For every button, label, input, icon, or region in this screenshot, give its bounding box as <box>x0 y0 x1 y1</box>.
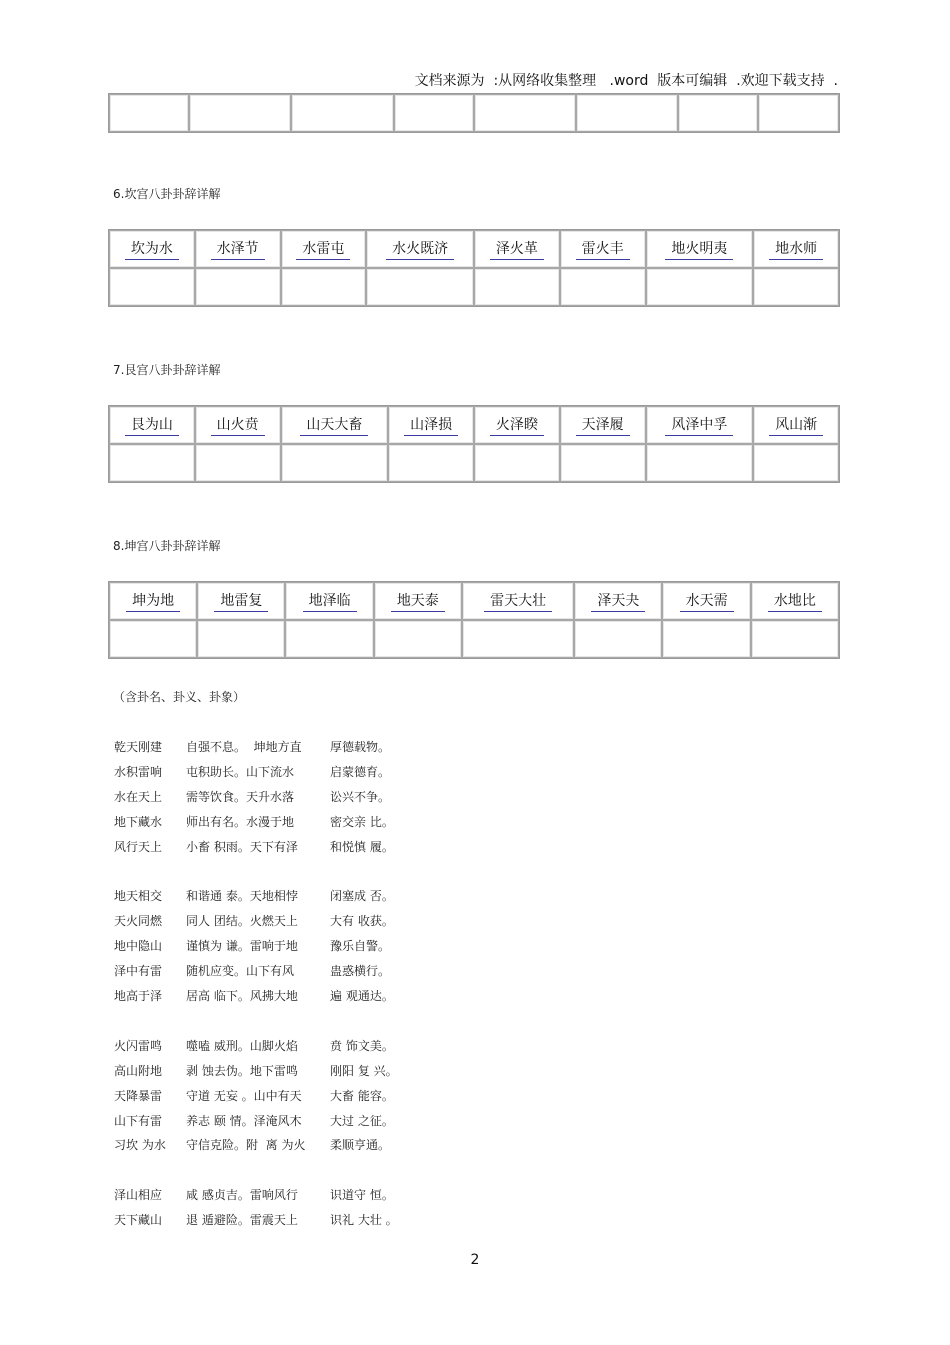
gua-cell <box>560 230 646 268</box>
gua-cell <box>109 582 197 620</box>
gua-cell <box>474 230 560 268</box>
table-cell <box>751 620 839 658</box>
gua-link[interactable]: 艮为山 <box>125 416 179 436</box>
table-cell <box>646 444 754 482</box>
verse-text: 屯积助长。山下流水 <box>186 765 295 779</box>
gua-link[interactable]: 风泽中孚 <box>665 416 733 436</box>
verse-text: 居高 临下。风拂大地 <box>186 989 298 1003</box>
table-cell <box>195 444 281 482</box>
table-cell <box>366 268 474 306</box>
verse-text: 随机应变。山下有风 <box>186 964 295 978</box>
table-cell <box>753 268 839 306</box>
table-cell <box>109 620 197 658</box>
gua-link[interactable]: 水泽节 <box>211 240 265 260</box>
table-cell <box>474 94 576 132</box>
section-title-gen: 7.艮宫八卦卦辞详解 <box>113 363 221 377</box>
verse-text: 密交亲 比。 <box>330 815 394 829</box>
table-cell <box>285 620 373 658</box>
gua-link[interactable]: 火泽睽 <box>490 416 544 436</box>
verse-text: 识礼 大壮 。 <box>330 1213 398 1227</box>
table-cell <box>281 268 367 306</box>
verse-text: 谨慎为 谦。雷响于地 <box>186 939 298 953</box>
gua-cell <box>281 406 389 444</box>
verse-text: 和谐通 泰。天地相悖 <box>186 889 298 903</box>
gua-link[interactable]: 地泽临 <box>303 592 357 612</box>
gua-link[interactable]: 水火既济 <box>386 240 454 260</box>
kan-palace-table <box>108 229 840 307</box>
verse-text: 天下藏山 <box>114 1213 163 1227</box>
table-cell <box>281 444 389 482</box>
gua-link[interactable]: 雷天大壮 <box>484 592 552 612</box>
table-cell <box>291 94 393 132</box>
verse-text: 蛊惑横行。 <box>330 964 391 978</box>
section-title-kan: 6.坎宫八卦卦辞详解 <box>113 187 221 201</box>
verse-text: 退 遁避险。雷震天上 <box>186 1213 298 1227</box>
gua-cell <box>285 582 373 620</box>
verse-text: 遍 观通达。 <box>330 989 394 1003</box>
gua-link[interactable]: 水地比 <box>768 592 822 612</box>
table-cell <box>109 268 195 306</box>
verse-text: 剥 蚀去伪。地下雷鸣 <box>186 1064 298 1078</box>
gua-cell <box>753 406 839 444</box>
verse-text: 同人 团结。火燃天上 <box>186 914 298 928</box>
page-header-note: 文档来源为 :从网络收集整理 .word 版本可编辑 .欢迎下载支持 . <box>414 73 838 89</box>
table-cell <box>758 94 839 132</box>
verse-text: 厚德载物。 <box>330 740 391 754</box>
verse-text: 养志 颐 情。泽淹风木 <box>186 1114 302 1128</box>
verse-text: 乾天刚建 <box>114 740 163 754</box>
table-cell <box>474 268 560 306</box>
gua-link[interactable]: 山火贲 <box>211 416 265 436</box>
gua-link[interactable]: 水天需 <box>680 592 734 612</box>
verse-text: 柔顺亨通。 <box>330 1138 391 1152</box>
table-cell <box>462 620 574 658</box>
verse-text: 自强不息。 坤地方直 <box>186 740 302 754</box>
table-cell <box>678 94 758 132</box>
verse-text: 大畜 能容。 <box>330 1089 394 1103</box>
gua-link[interactable]: 坎为水 <box>125 240 179 260</box>
gua-cell <box>388 406 474 444</box>
kun-palace-table <box>108 581 840 659</box>
table-cell <box>574 620 662 658</box>
gua-cell <box>197 582 285 620</box>
table-cell <box>197 620 285 658</box>
gua-cell <box>281 230 367 268</box>
verse-text: 地下藏水 <box>114 815 163 829</box>
gua-link[interactable]: 泽天夬 <box>591 592 645 612</box>
table-cell <box>394 94 474 132</box>
verse-text: 大过 之征。 <box>330 1114 394 1128</box>
verse-text: 识道守 恒。 <box>330 1188 394 1202</box>
gua-link[interactable]: 泽火革 <box>490 240 544 260</box>
table-cell <box>560 444 646 482</box>
gua-link[interactable]: 地火明夷 <box>665 240 733 260</box>
table-cell <box>109 94 189 132</box>
verse-text: 师出有名。水漫于地 <box>186 815 295 829</box>
verse-text: 风行天上 <box>114 840 163 854</box>
verse-text: 地天相交 <box>114 889 163 903</box>
verse-text: 贲 饰文美。 <box>330 1039 394 1053</box>
gua-link[interactable]: 天泽履 <box>576 416 630 436</box>
gua-link[interactable]: 水雷屯 <box>296 240 350 260</box>
gua-cell <box>374 582 462 620</box>
table-cell <box>388 444 474 482</box>
verse-text: 守信克险。附 离 为火 <box>186 1138 306 1152</box>
section-title-kun: 8.坤宫八卦卦辞详解 <box>113 539 221 553</box>
verse-text: 水积雷响 <box>114 765 163 779</box>
verse-text: 天火同燃 <box>114 914 163 928</box>
verse-text: 火闪雷鸣 <box>114 1039 163 1053</box>
gua-cell <box>474 406 560 444</box>
table-cell <box>576 94 678 132</box>
gua-cell <box>662 582 750 620</box>
verse-text: 天降暴雷 <box>114 1089 163 1103</box>
gua-link[interactable]: 山泽损 <box>404 416 458 436</box>
content-note: （含卦名、卦义、卦象） <box>113 690 246 704</box>
table-cell <box>474 444 560 482</box>
verse-text: 守道 无妄 。山中有天 <box>186 1089 302 1103</box>
verse-text: 小畜 积雨。天下有泽 <box>186 840 298 854</box>
verse-text: 泽山相应 <box>114 1188 163 1202</box>
gua-cell <box>109 230 195 268</box>
gua-cell <box>109 406 195 444</box>
top-continuation-table <box>108 93 840 133</box>
gua-link[interactable]: 雷火丰 <box>576 240 630 260</box>
verse-text: 水在天上 <box>114 790 163 804</box>
gua-cell <box>195 406 281 444</box>
gua-cell <box>462 582 574 620</box>
verse-text: 刚阳 复 兴。 <box>330 1064 398 1078</box>
verse-text: 山下有雷 <box>114 1114 163 1128</box>
gua-cell <box>646 406 754 444</box>
gua-link[interactable]: 坤为地 <box>126 592 180 612</box>
gua-cell <box>195 230 281 268</box>
gua-link[interactable]: 地雷复 <box>214 592 268 612</box>
gua-cell <box>751 582 839 620</box>
gua-cell <box>646 230 754 268</box>
table-cell <box>662 620 750 658</box>
verse-text: 地中隐山 <box>114 939 163 953</box>
verse-text: 噬嗑 威刑。山脚火焰 <box>186 1039 298 1053</box>
table-cell <box>109 444 195 482</box>
verse-text: 启蒙德育。 <box>330 765 391 779</box>
page-number: 2 <box>470 1252 480 1268</box>
gua-cell <box>560 406 646 444</box>
gua-link[interactable]: 地天泰 <box>391 592 445 612</box>
table-cell <box>646 268 754 306</box>
gen-palace-table <box>108 405 840 483</box>
gua-cell <box>753 230 839 268</box>
gua-link[interactable]: 山天大畜 <box>300 416 368 436</box>
verse-text: 闭塞成 否。 <box>330 889 394 903</box>
table-cell <box>560 268 646 306</box>
table-cell <box>189 94 291 132</box>
gua-link[interactable]: 风山渐 <box>769 416 823 436</box>
table-cell <box>195 268 281 306</box>
gua-cell <box>574 582 662 620</box>
verse-text: 需等饮食。天升水落 <box>186 790 295 804</box>
verse-text: 和悦慎 履。 <box>330 840 394 854</box>
verse-text: 豫乐自警。 <box>330 939 391 953</box>
verse-text: 地高于泽 <box>114 989 163 1003</box>
table-cell <box>374 620 462 658</box>
verse-text: 大有 收获。 <box>330 914 394 928</box>
verse-text: 咸 感贞吉。雷响风行 <box>186 1188 298 1202</box>
gua-cell <box>366 230 474 268</box>
verse-text: 泽中有雷 <box>114 964 163 978</box>
table-cell <box>753 444 839 482</box>
verse-text: 讼兴不争。 <box>330 790 391 804</box>
verse-text: 习坎 为水 <box>114 1138 166 1152</box>
gua-link[interactable]: 地水师 <box>769 240 823 260</box>
verse-text: 高山附地 <box>114 1064 163 1078</box>
